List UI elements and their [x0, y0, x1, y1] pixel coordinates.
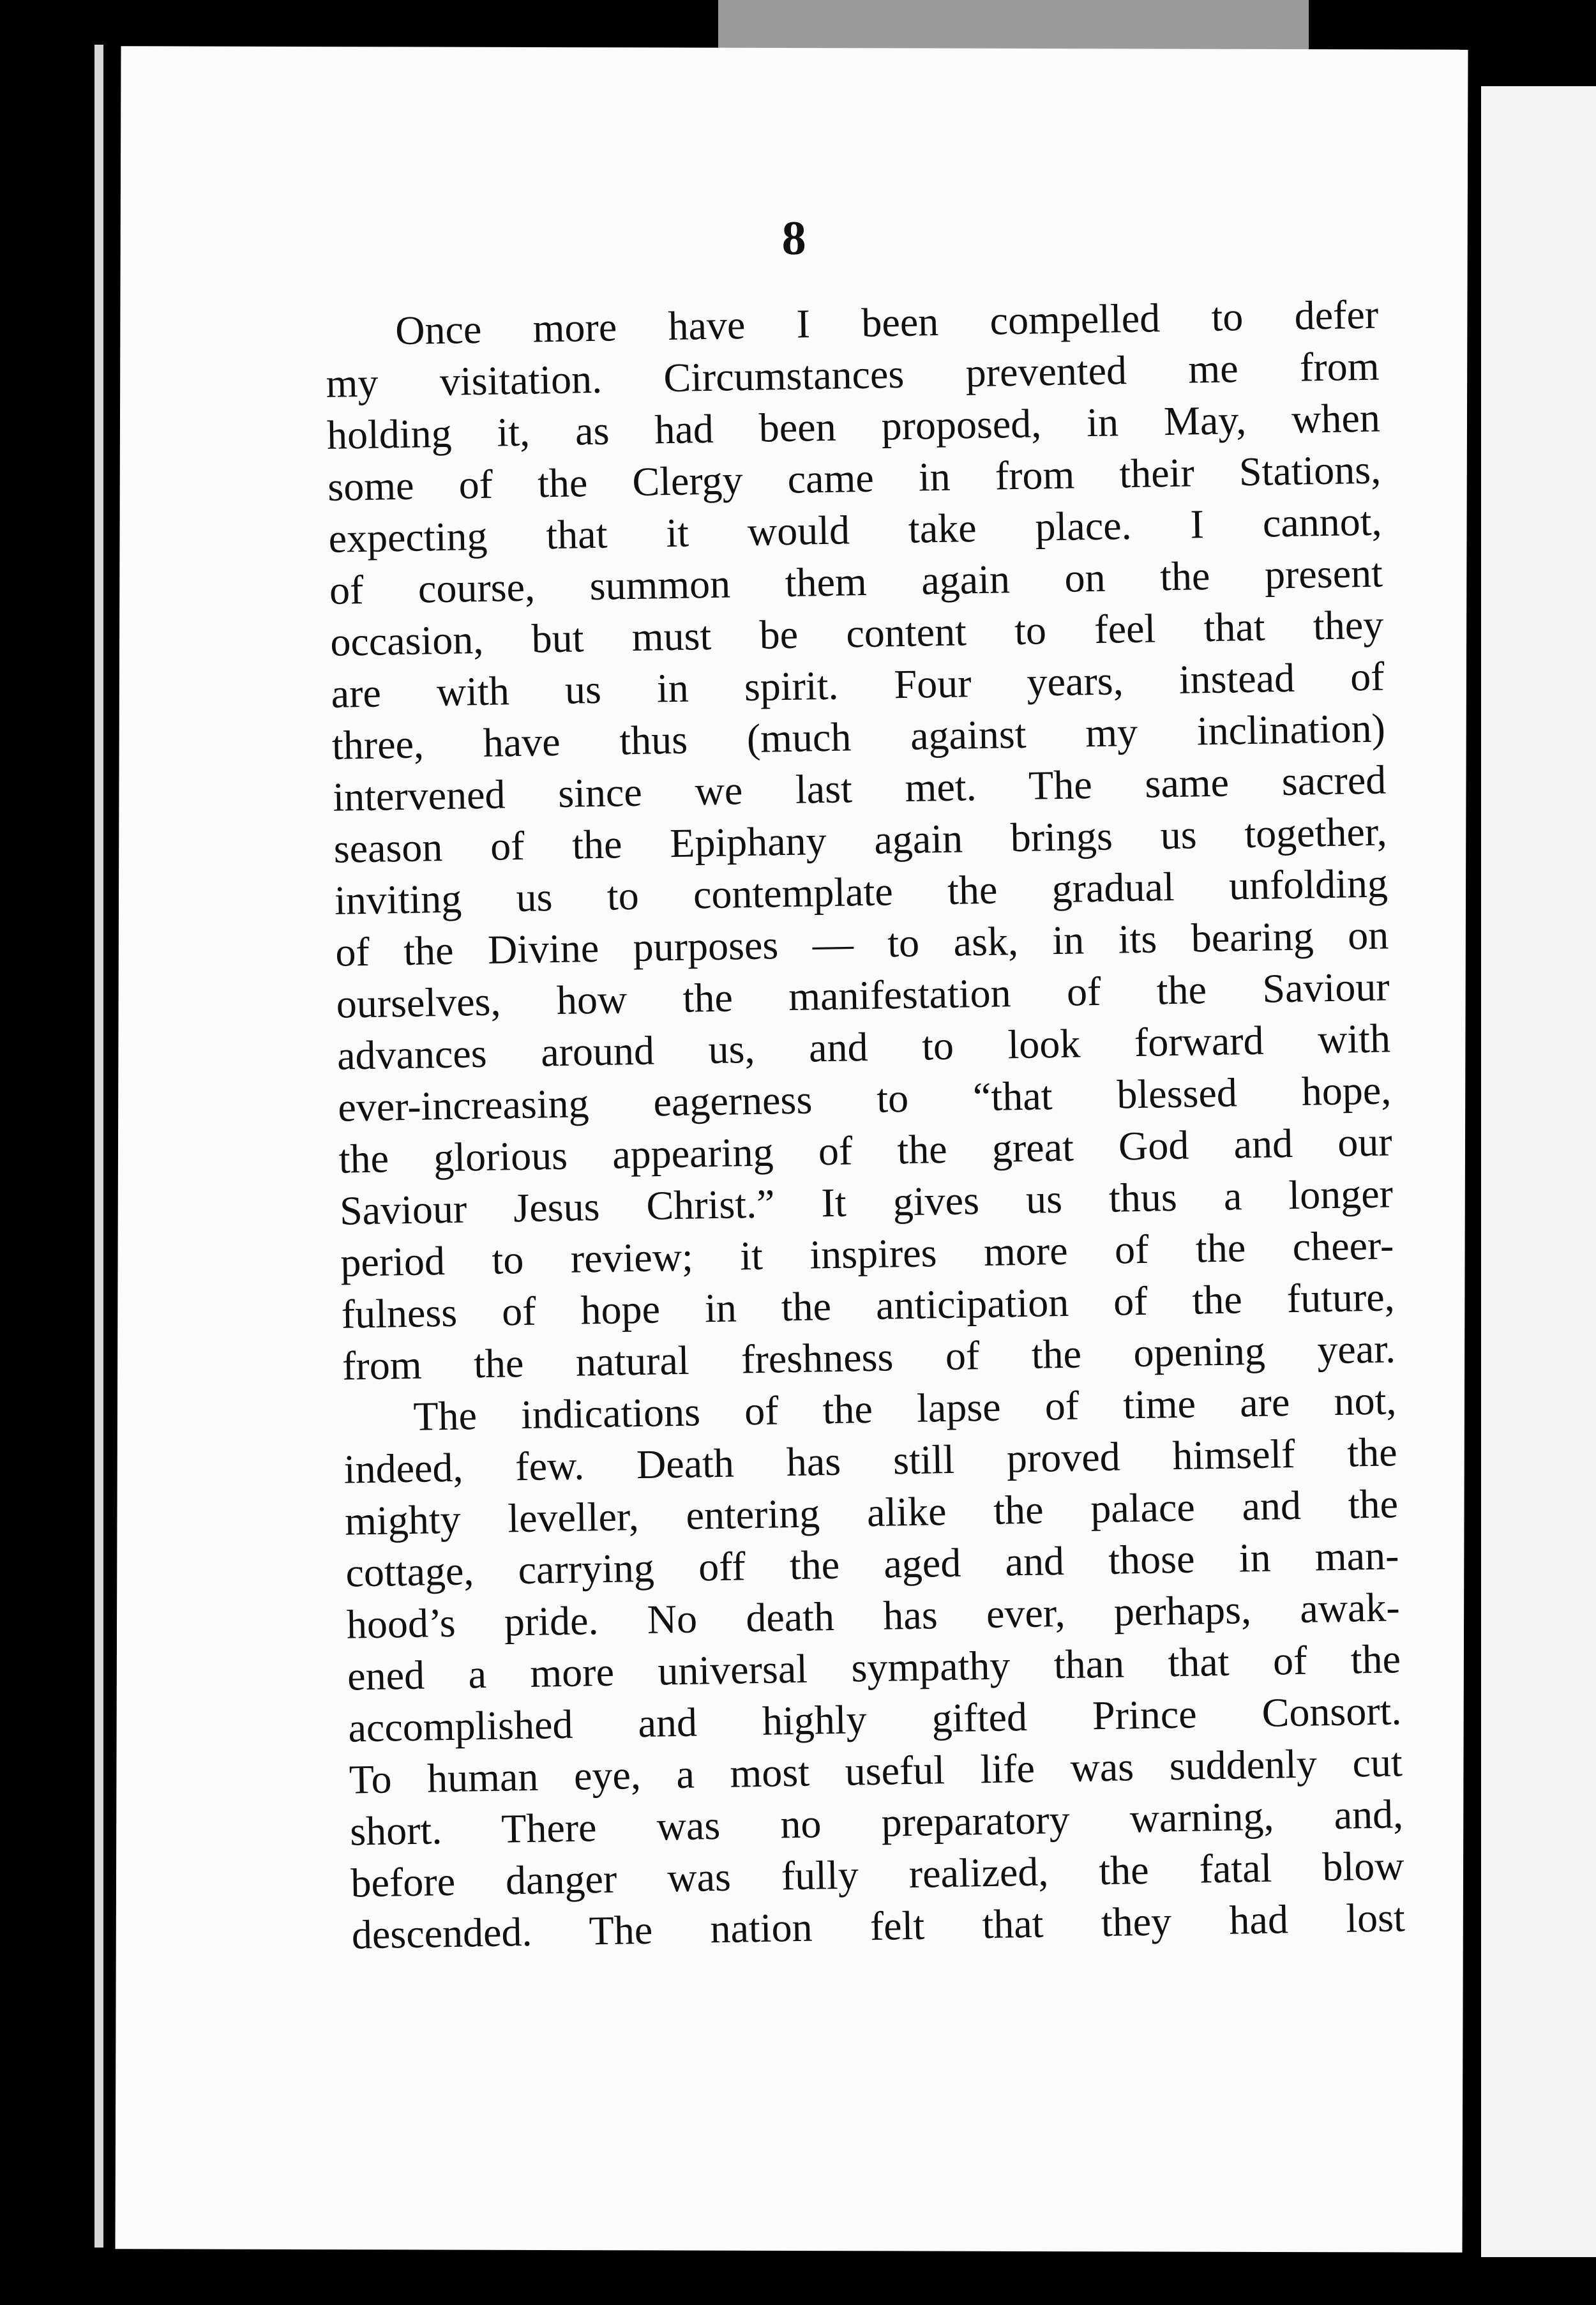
text-line: mighty leveller, entering alike the palace and the — [344, 1481, 1399, 1544]
text-line: cottage, carrying off the aged and those in man- — [345, 1532, 1399, 1596]
text-line: The indications of the lapse of time are not, — [412, 1377, 1397, 1439]
text-line: intervened since we last met. The same sacred — [332, 757, 1387, 820]
text-line: Saviour Jesus Christ.” It gives us thus a longer — [339, 1170, 1394, 1234]
text-line: fulness of hope in the anticipation of the future, — [341, 1274, 1396, 1337]
text-line: accomplished and highly gifted Prince Consort. — [347, 1688, 1402, 1751]
text-line: ever-increasing eagerness to “that blessed hope, — [337, 1067, 1392, 1130]
paragraph — [325, 289, 1396, 1392]
text-line: are with us in spirit. Four years, instead of — [331, 653, 1385, 716]
text-line: short. There was no preparatory warning, and, — [349, 1791, 1404, 1854]
text-line: holding it, as had been proposed, in May, when — [326, 395, 1381, 458]
text-line: three, have thus (much against my inclination) — [331, 705, 1386, 768]
text-line: of the Divine purposes — to ask, in its bearing on — [335, 912, 1389, 975]
text-line: before danger was fully realized, the fatal blow — [350, 1843, 1404, 1906]
book-spine-edge — [94, 45, 103, 2248]
text-line: expecting that it would take place. I cannot, — [328, 498, 1383, 561]
text-line: from the natural freshness of the opening year. — [342, 1326, 1396, 1389]
text-line: inviting us to contemplate the gradual unfolding — [334, 860, 1389, 923]
text-line: To human eye, a most useful life was suddenly cut — [349, 1739, 1403, 1802]
text-line: of course, summon them again on the present — [329, 550, 1383, 613]
text-line: the glorious appearing of the great God and our — [338, 1119, 1393, 1182]
book-page — [115, 46, 1468, 2253]
text-line: occasion, but must be content to feel that they — [329, 601, 1384, 665]
text-line: some of the Clergy came in from their Stations, — [327, 446, 1381, 510]
text-line: descended. The nation felt that they had lost — [351, 1894, 1406, 1958]
text-line: hood’s pride. No death has ever, perhaps, awak- — [346, 1584, 1401, 1647]
paragraph — [343, 1374, 1406, 1960]
body-text — [325, 289, 1406, 1961]
text-line: season of the Epiphany again brings us together, — [333, 808, 1388, 872]
text-line: my visitation. Circumstances prevented me from — [326, 343, 1380, 406]
text-line: advances around us, and to look forward with — [336, 1015, 1391, 1078]
text-line: ened a more universal sympathy than that of the — [347, 1636, 1401, 1699]
text-line: ourselves, how the manifestation of the Saviour — [336, 964, 1390, 1027]
text-line: period to review; it inspires more of the cheer- — [340, 1222, 1394, 1285]
text-line: indeed, few. Death has still proved himself the — [343, 1429, 1398, 1492]
facing-page-edge — [1481, 86, 1596, 2257]
text-line: Once more have I been compelled to defer — [395, 291, 1379, 354]
page-number: 8 — [781, 211, 806, 266]
